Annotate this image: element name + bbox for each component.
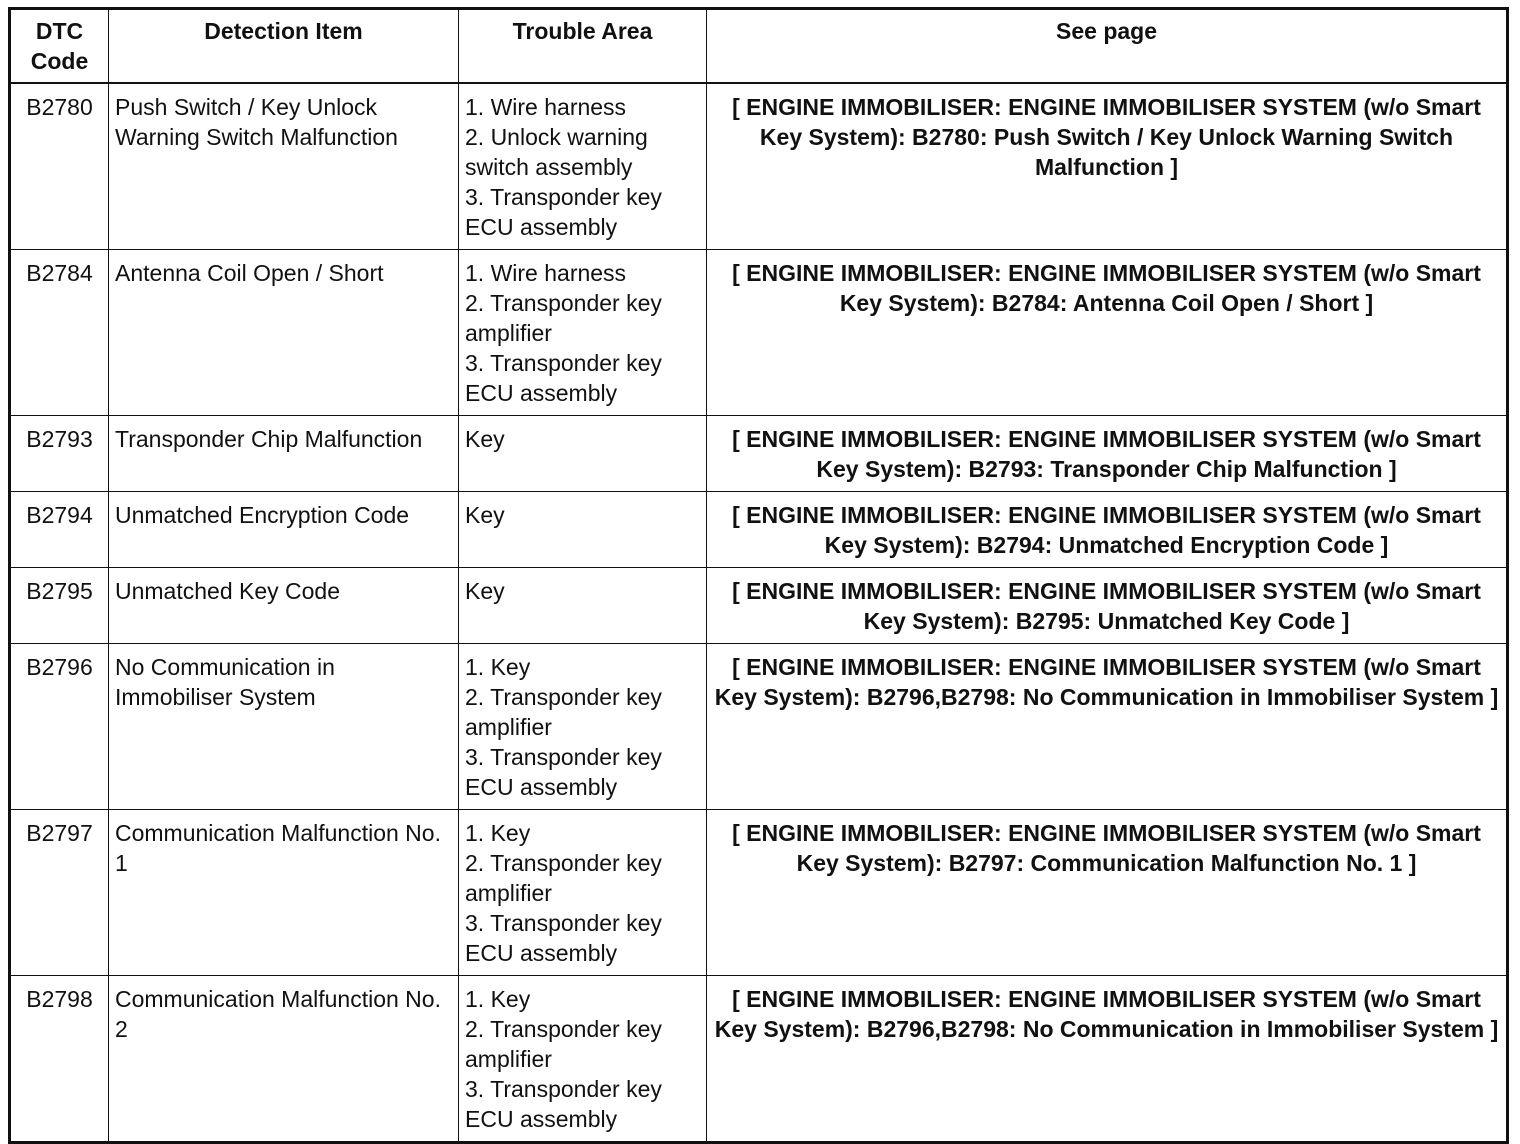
dtc-code-cell: B2793 <box>10 416 109 492</box>
trouble-area-line: 1. Key <box>465 986 531 1012</box>
dtc-code-cell: B2797 <box>10 810 109 976</box>
trouble-area-line: 2. Transponder key amplifier <box>465 1016 662 1072</box>
trouble-area-line: 2. Transponder key amplifier <box>465 850 662 906</box>
trouble-area-line: Key <box>465 578 505 604</box>
trouble-area-line: 3. Transponder key ECU assembly <box>465 910 662 966</box>
trouble-area-cell <box>459 644 707 810</box>
dtc-code-cell: B2796 <box>10 644 109 810</box>
trouble-area-cell <box>459 568 707 644</box>
trouble-area-line: 3. Transponder key ECU assembly <box>465 744 662 800</box>
dtc-code-cell: B2794 <box>10 492 109 568</box>
trouble-area-line: 1. Wire harness <box>465 260 627 286</box>
table-row <box>10 976 1508 1143</box>
trouble-area-line: 3. Transponder key ECU assembly <box>465 184 662 240</box>
detection-item-cell: No Communication in Immobiliser System <box>109 644 459 810</box>
detection-item-cell: Communication Malfunction No. 1 <box>109 810 459 976</box>
dtc-code-cell: B2795 <box>10 568 109 644</box>
header-see-page: See page <box>707 9 1508 84</box>
dtc-code-cell: B2784 <box>10 250 109 416</box>
detection-item-cell: Communication Malfunction No. 2 <box>109 976 459 1143</box>
trouble-area-cell <box>459 492 707 568</box>
trouble-area-line: 2. Transponder key amplifier <box>465 290 662 346</box>
table-row <box>10 250 1508 416</box>
trouble-area-line: 3. Transponder key ECU assembly <box>465 350 662 406</box>
trouble-area-cell <box>459 83 707 250</box>
trouble-area-cell <box>459 810 707 976</box>
header-dtc-code-line2: Code <box>30 48 89 74</box>
see-page-link[interactable]: [ ENGINE IMMOBILISER: ENGINE IMMOBILISER SYSTEM (w/o Smart Key System): B2796,B2798: No Communication in Immobiliser System ] <box>707 976 1508 1143</box>
header-row <box>10 9 1508 84</box>
table-row <box>10 568 1508 644</box>
detection-item-cell: Unmatched Key Code <box>109 568 459 644</box>
header-trouble-area: Trouble Area <box>459 9 707 84</box>
detection-item-cell: Antenna Coil Open / Short <box>109 250 459 416</box>
header-dtc-code-line1: DTC <box>35 18 84 44</box>
detection-item-cell: Unmatched Encryption Code <box>109 492 459 568</box>
detection-item-cell: Transponder Chip Malfunction <box>109 416 459 492</box>
table-row <box>10 492 1508 568</box>
dtc-code-cell: B2798 <box>10 976 109 1143</box>
table-row <box>10 416 1508 492</box>
trouble-area-line: 2. Unlock warning switch assembly <box>465 124 648 180</box>
see-page-link[interactable]: [ ENGINE IMMOBILISER: ENGINE IMMOBILISER SYSTEM (w/o Smart Key System): B2794: Unmatched Encryption Code ] <box>707 492 1508 568</box>
see-page-link[interactable]: [ ENGINE IMMOBILISER: ENGINE IMMOBILISER SYSTEM (w/o Smart Key System): B2795: Unmatched Key Code ] <box>707 568 1508 644</box>
see-page-link[interactable]: [ ENGINE IMMOBILISER: ENGINE IMMOBILISER SYSTEM (w/o Smart Key System): B2784: Antenna Coil Open / Short ] <box>707 250 1508 416</box>
trouble-area-line: Key <box>465 426 505 452</box>
header-detection-item: Detection Item <box>109 9 459 84</box>
table-row <box>10 644 1508 810</box>
see-page-link[interactable]: [ ENGINE IMMOBILISER: ENGINE IMMOBILISER SYSTEM (w/o Smart Key System): B2797: Communication Malfunction No. 1 ] <box>707 810 1508 976</box>
trouble-area-line: 2. Transponder key amplifier <box>465 684 662 740</box>
see-page-link[interactable]: [ ENGINE IMMOBILISER: ENGINE IMMOBILISER SYSTEM (w/o Smart Key System): B2793: Transponder Chip Malfunction ] <box>707 416 1508 492</box>
dtc-table <box>8 7 1509 1144</box>
trouble-area-cell <box>459 976 707 1143</box>
header-dtc-code <box>10 9 109 84</box>
dtc-code-cell: B2780 <box>10 83 109 250</box>
trouble-area-line: Key <box>465 502 505 528</box>
trouble-area-cell <box>459 250 707 416</box>
trouble-area-line: 1. Wire harness <box>465 94 627 120</box>
detection-item-cell: Push Switch / Key Unlock Warning Switch Malfunction <box>109 83 459 250</box>
trouble-area-cell <box>459 416 707 492</box>
trouble-area-line: 1. Key <box>465 820 531 846</box>
table-row <box>10 810 1508 976</box>
see-page-link[interactable]: [ ENGINE IMMOBILISER: ENGINE IMMOBILISER SYSTEM (w/o Smart Key System): B2780: Push Switch / Key Unlock Warning Switch Malfunction ] <box>707 83 1508 250</box>
trouble-area-line: 1. Key <box>465 654 531 680</box>
table-header <box>10 9 1508 84</box>
table-row <box>10 83 1508 250</box>
trouble-area-line: 3. Transponder key ECU assembly <box>465 1076 662 1132</box>
table-body <box>10 83 1508 1143</box>
see-page-link[interactable]: [ ENGINE IMMOBILISER: ENGINE IMMOBILISER SYSTEM (w/o Smart Key System): B2796,B2798: No Communication in Immobiliser System ] <box>707 644 1508 810</box>
